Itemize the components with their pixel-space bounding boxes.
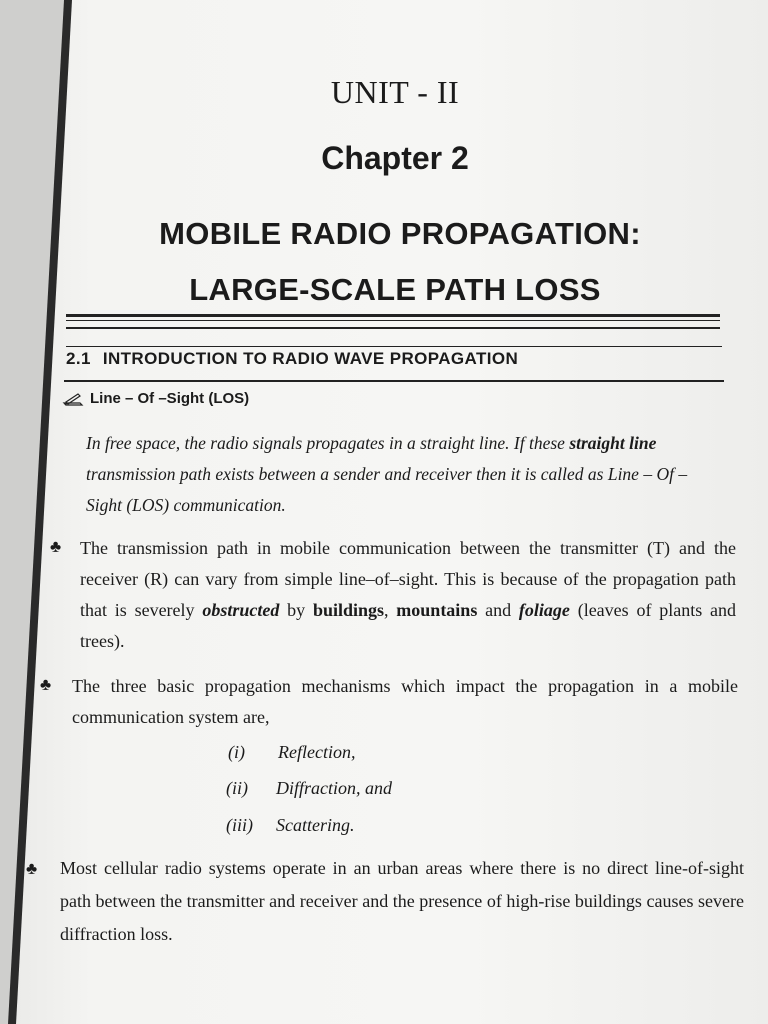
club-suit-icon: ♣	[50, 537, 62, 556]
section-rule-top	[66, 346, 722, 347]
emphasis-obstructed: obstructed	[202, 600, 280, 620]
club-suit-icon: ♣	[26, 859, 38, 878]
definition-part1: In free space, the radio signals propagates in a straight line. If these	[86, 433, 570, 453]
section-title: INTRODUCTION TO RADIO WAVE PROPAGATION	[102, 349, 519, 368]
section-number: 2.1	[66, 349, 91, 368]
mechanism-item: (iii) Scattering.	[226, 815, 355, 835]
mechanism-item: (ii) Diffraction, and	[226, 778, 392, 798]
subheading-text: Line – Of –Sight (LOS)	[90, 390, 250, 407]
pencil-writing-icon	[62, 392, 84, 406]
title-rule-bottom	[66, 327, 720, 329]
title-rule-thin	[66, 320, 720, 321]
definition-part2: transmission path exists between a sender and receiver then it is called as Line – Of – Sight (LOS) communication.	[86, 464, 688, 515]
emphasis-mountains: mountains	[396, 600, 478, 620]
emphasis-buildings: buildings	[312, 600, 384, 620]
bullet-paragraph-3: Most cellular radio systems operate in an urban areas where there is no direct line-of-sight path between the transmitter and receiver and the presence of high-rise buildings causes severe diffraction loss.	[60, 858, 744, 944]
chapter-title-line1: MOBILE RADIO PROPAGATION:	[159, 216, 641, 251]
emphasis-foliage: foliage	[518, 600, 570, 620]
chapter-heading: Chapter 2	[321, 140, 469, 176]
bullet-paragraph-1: The transmission path in mobile communication between the transmitter (T) and the receiver (R) can vary from simple line–of–sight. This is because of the propagation path that is severely obstructed by buildings, mountains and foliage (leaves of plants and trees).	[80, 538, 737, 651]
definition-bold: straight line	[569, 433, 657, 453]
unit-heading: UNIT - II	[330, 74, 460, 110]
title-rule-thick	[66, 314, 720, 317]
section-heading	[66, 349, 706, 369]
section-rule-bottom	[64, 380, 724, 382]
chapter-title-line2: LARGE-SCALE PATH LOSS	[189, 272, 601, 307]
los-definition	[86, 428, 726, 521]
mechanism-item: (i) Reflection,	[228, 742, 356, 762]
subheading	[62, 390, 249, 407]
club-suit-icon: ♣	[40, 675, 52, 694]
bullet-paragraph-2: The three basic propagation mechanisms which impact the propagation in a mobile communication system are,	[72, 676, 738, 727]
